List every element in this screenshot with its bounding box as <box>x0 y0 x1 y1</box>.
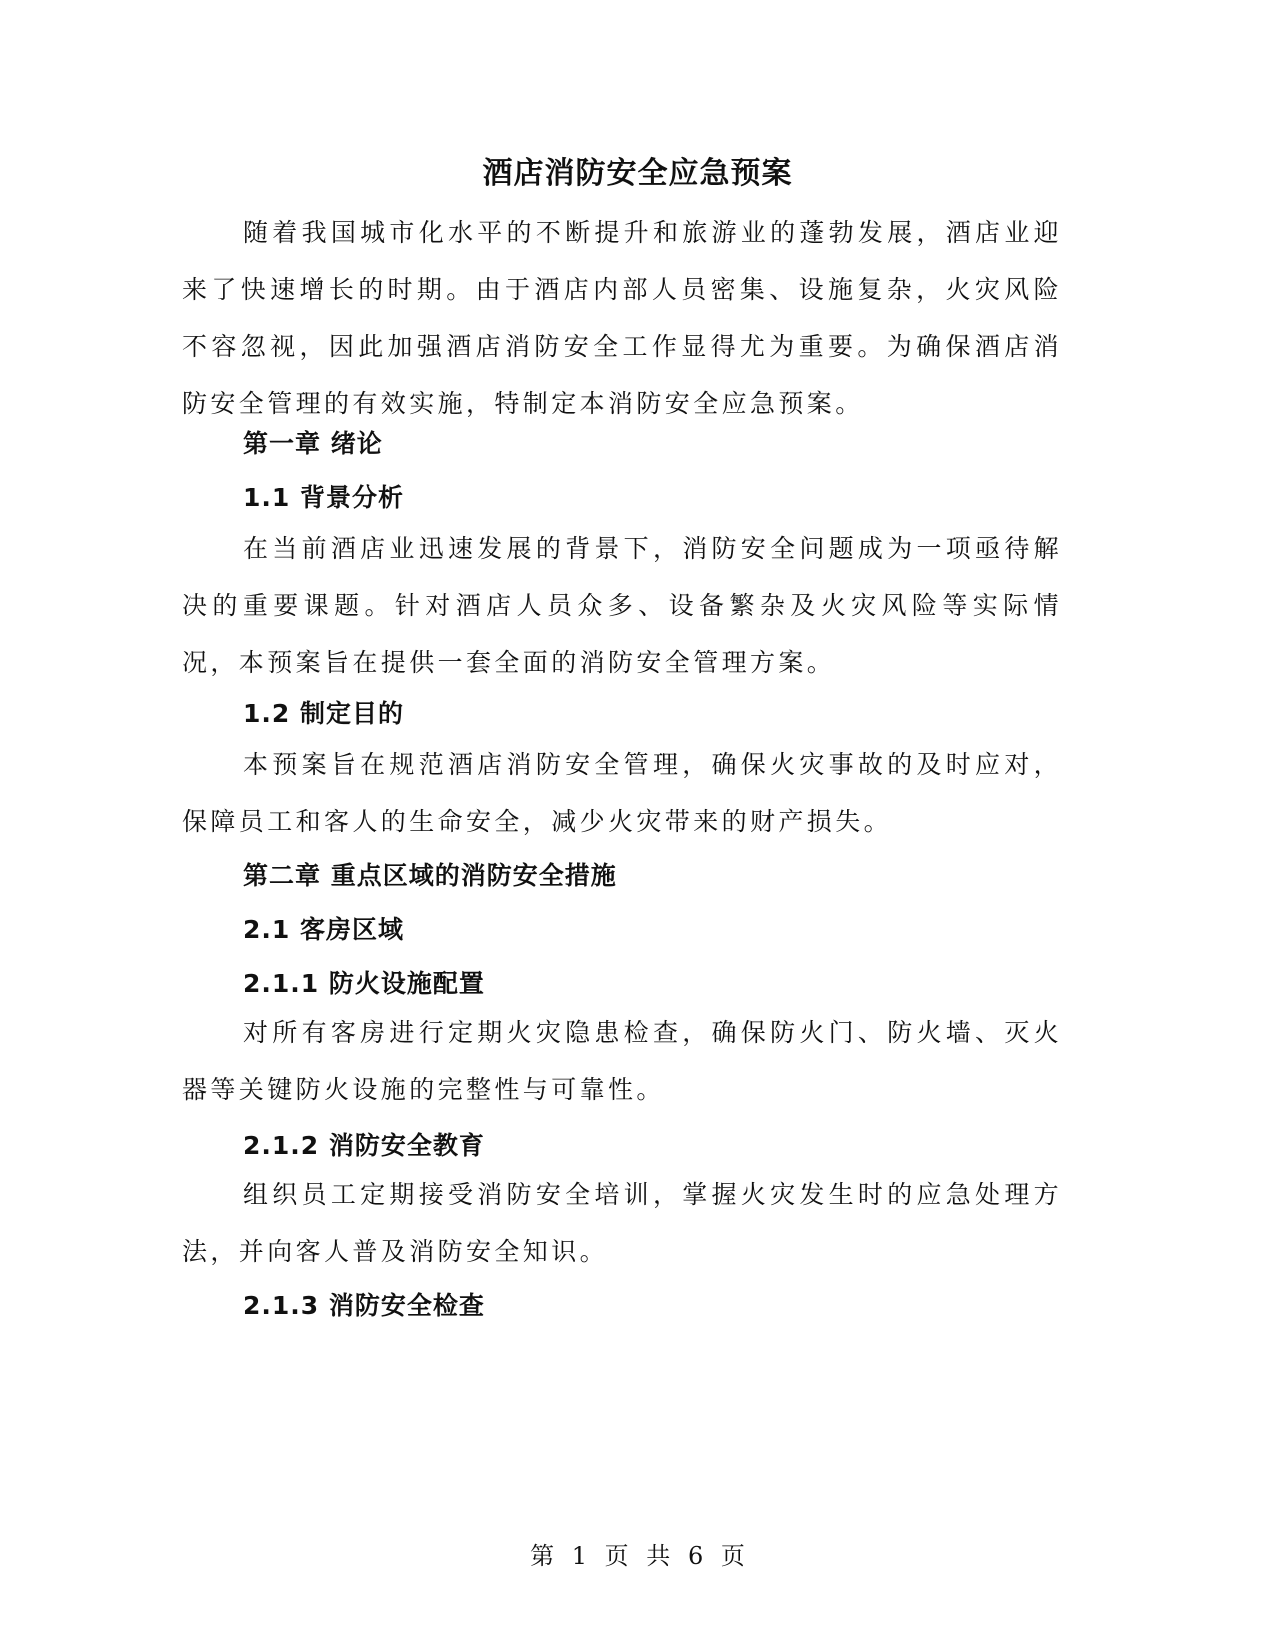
section-1-1-paragraph: 在当前酒店业迅速发展的背景下，消防安全问题成为一项亟待解决的重要课题。针对酒店人员众多、设备繁杂及火灾风险等实际情况，本预案旨在提供一套全面的消防安全管理方案。 <box>182 534 1062 677</box>
section-2-1-2-heading: 2.1.2 消防安全教育 <box>243 1131 485 1160</box>
page-number-footer: 第 1 页 共 6 页 <box>530 1542 745 1570</box>
section-2-1-1-heading: 2.1.1 防火设施配置 <box>243 969 485 998</box>
section-1-1-heading: 1.1 背景分析 <box>243 483 404 512</box>
section-2-1-3-heading: 2.1.3 消防安全检查 <box>243 1291 485 1320</box>
section-1-2-heading: 1.2 制定目的 <box>243 699 404 728</box>
section-2-1-heading: 2.1 客房区域 <box>243 915 404 944</box>
section-1-2-paragraph: 本预案旨在规范酒店消防安全管理，确保火灾事故的及时应对，保障员工和客人的生命安全，减少火灾带来的财产损失。 <box>182 750 1062 836</box>
chapter-2-heading: 第二章 重点区域的消防安全措施 <box>243 861 617 890</box>
section-2-1-2-paragraph: 组织员工定期接受消防安全培训，掌握火灾发生时的应急处理方法，并向客人普及消防安全知识。 <box>182 1180 1062 1266</box>
section-2-1-1-paragraph: 对所有客房进行定期火灾隐患检查，确保防火门、防火墙、灭火器等关键防火设施的完整性与可靠性。 <box>182 1018 1062 1104</box>
intro-paragraph: 随着我国城市化水平的不断提升和旅游业的蓬勃发展，酒店业迎来了快速增长的时期。由于酒店内部人员密集、设施复杂，火灾风险不容忽视，因此加强酒店消防安全工作显得尤为重要。为确保酒店消防安全管理的有效实施，特制定本消防安全应急预案。 <box>182 218 1062 418</box>
document-title: 酒店消防安全应急预案 <box>482 156 793 191</box>
chapter-1-heading: 第一章 绪论 <box>243 429 383 458</box>
